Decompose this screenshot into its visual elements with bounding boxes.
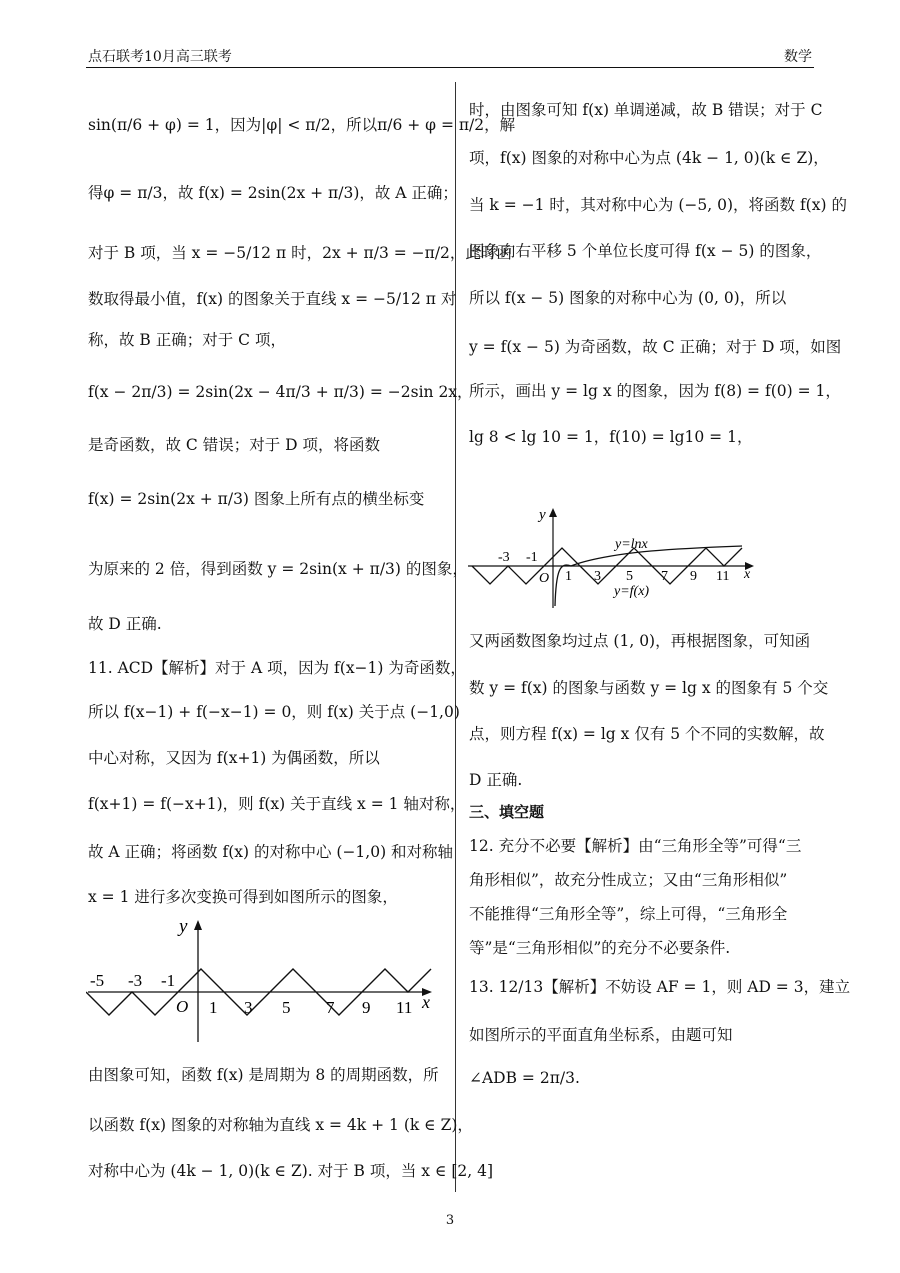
page-number: 3: [445, 1213, 455, 1228]
y-axis-arrow-icon: [194, 920, 202, 930]
text-line: 角形相似”，故充分性成立；又由“三角形相似”: [469, 871, 788, 889]
x-axis-label: x: [744, 567, 751, 582]
text-line: 称，故 B 正确；对于 C 项，: [88, 331, 286, 349]
text-line: 中心对称，又因为 f(x+1) 为偶函数，所以: [88, 749, 380, 767]
tick-label: 5: [282, 998, 291, 1017]
text-line: 点，则方程 f(x) = lg x 仅有 5 个不同的实数解，故: [469, 725, 825, 743]
text-line: 项，f(x) 图象的对称中心为点 (4k − 1, 0)(k ∈ Z)，: [469, 149, 829, 167]
text-line: 当 k = −1 时，其对称中心为 (−5, 0)，将函数 f(x) 的: [469, 196, 847, 214]
tick-label: -1: [161, 971, 176, 990]
text-line: 对于 B 项，当 x = −5/12 π 时，2x + π/3 = −π/2，此时函: [88, 244, 512, 262]
text-line: 所以 f(x−1) + f(−x−1) = 0，则 f(x) 关于点 (−1,0): [88, 703, 460, 721]
text-line: 数 y = f(x) 的图象与函数 y = lg x 的图象有 5 个交: [469, 679, 829, 697]
tick-label: 1: [209, 998, 218, 1017]
text-line: 得φ = π/3，故 f(x) = 2sin(2x + π/3)，故 A 正确；: [88, 184, 458, 202]
text-line: D 正确.: [469, 771, 523, 789]
text-line: lg 8 < lg 10 = 1，f(10) = lg10 = 1，: [469, 428, 753, 446]
text-line: 所以 f(x − 5) 图象的对称中心为 (0, 0)，所以: [469, 289, 787, 307]
tick-label: -3: [128, 971, 143, 990]
text-line: 如图所示的平面直角坐标系，由题可知: [469, 1026, 733, 1044]
text-line: 故 A 正确；将函数 f(x) 的对称中心 (−1,0) 和对称轴: [88, 843, 454, 861]
tick-label: -5: [90, 971, 105, 990]
origin-label: O: [539, 571, 550, 586]
text-line: y = f(x − 5) 为奇函数，故 C 正确；对于 D 项，如图: [469, 338, 842, 356]
text-line: 所示，画出 y = lg x 的图象，因为 f(8) = f(0) = 1，: [469, 382, 841, 400]
tick-label: 3: [244, 998, 253, 1017]
tick-label: 1: [565, 569, 572, 584]
text-line: 由图象可知，函数 f(x) 是周期为 8 的周期函数，所: [88, 1066, 439, 1084]
tick-label: 9: [690, 569, 697, 584]
text-line: 13. 12/13【解析】不妨设 AF = 1，则 AD = 3，建立: [469, 978, 851, 996]
text-line: 12. 充分不必要【解析】由“三角形全等”可得“三: [469, 837, 802, 855]
tick-label: -1: [526, 550, 538, 565]
text-line: sin(π/6 + φ) = 1，因为|φ| < π/2，所以π/6 + φ = π/2，解: [88, 116, 516, 134]
tick-label: 9: [362, 998, 371, 1017]
text-line: 等”是“三角形相似”的充分不必要条件.: [469, 939, 731, 957]
text-line: 11. ACD【解析】对于 A 项，因为 f(x−1) 为奇函数，: [88, 659, 466, 677]
section-heading: 三、填空题: [469, 803, 545, 821]
text-line: 数取得最小值，f(x) 的图象关于直线 x = −5/12 π 对: [88, 290, 457, 308]
periodic-function-figure: [86, 912, 440, 1047]
text-line: f(x − 2π/3) = 2sin(2x − 4π/3 + π/3) = −2sin 2x，: [88, 383, 473, 401]
curve-label: y=f(x): [614, 584, 650, 599]
y-axis-arrow-icon: [549, 508, 557, 517]
text-line: f(x) = 2sin(2x + π/3) 图象上所有点的横坐标变: [88, 490, 425, 508]
origin-label: O: [176, 997, 189, 1016]
text-line: 故 D 正确.: [88, 615, 162, 633]
tick-label: 11: [716, 569, 730, 584]
x-axis-label: x: [422, 992, 430, 1012]
text-line: 以函数 f(x) 图象的对称轴为直线 x = 4k + 1 (k ∈ Z)，: [88, 1116, 473, 1134]
y-axis-label: y: [179, 916, 188, 937]
tick-label: 7: [326, 998, 335, 1017]
text-line: ∠ADB = 2π/3.: [469, 1069, 580, 1087]
text-line: 图象向右平移 5 个单位长度可得 f(x − 5) 的图象，: [469, 242, 822, 260]
tick-label: 7: [661, 569, 668, 584]
y-axis-label: y: [539, 507, 546, 523]
text-line: x = 1 进行多次变换可得到如图所示的图象，: [88, 888, 398, 906]
header-subject: 数学: [784, 49, 812, 65]
text-line: 又两函数图象均过点 (1, 0)，再根据图象，可知函: [469, 632, 811, 650]
tick-label: 3: [594, 569, 601, 584]
text-line: 时，由图象可知 f(x) 单调递减，故 B 错误；对于 C: [469, 101, 823, 119]
text-line: 是奇函数，故 C 错误；对于 D 项，将函数: [88, 436, 380, 454]
text-line: 不能推得“三角形全等”，综上可得，“三角形全: [469, 905, 788, 923]
tick-label: 5: [626, 569, 633, 584]
text-line: f(x+1) = f(−x+1)，则 f(x) 关于直线 x = 1 轴对称，: [88, 795, 466, 813]
log-intersection-figure: [466, 500, 760, 612]
header-title: 点石联考10月高三联考: [88, 49, 232, 65]
header-rule: [86, 67, 814, 68]
text-line: 对称中心为 (4k − 1, 0)(k ∈ Z). 对于 B 项，当 x ∈ [2, 4]: [88, 1162, 494, 1180]
tick-label: 11: [396, 998, 413, 1017]
curve-label: y=lnx: [615, 537, 648, 552]
tick-label: -3: [498, 550, 510, 565]
text-line: 为原来的 2 倍，得到函数 y = 2sin(x + π/3) 的图象，: [88, 560, 468, 578]
